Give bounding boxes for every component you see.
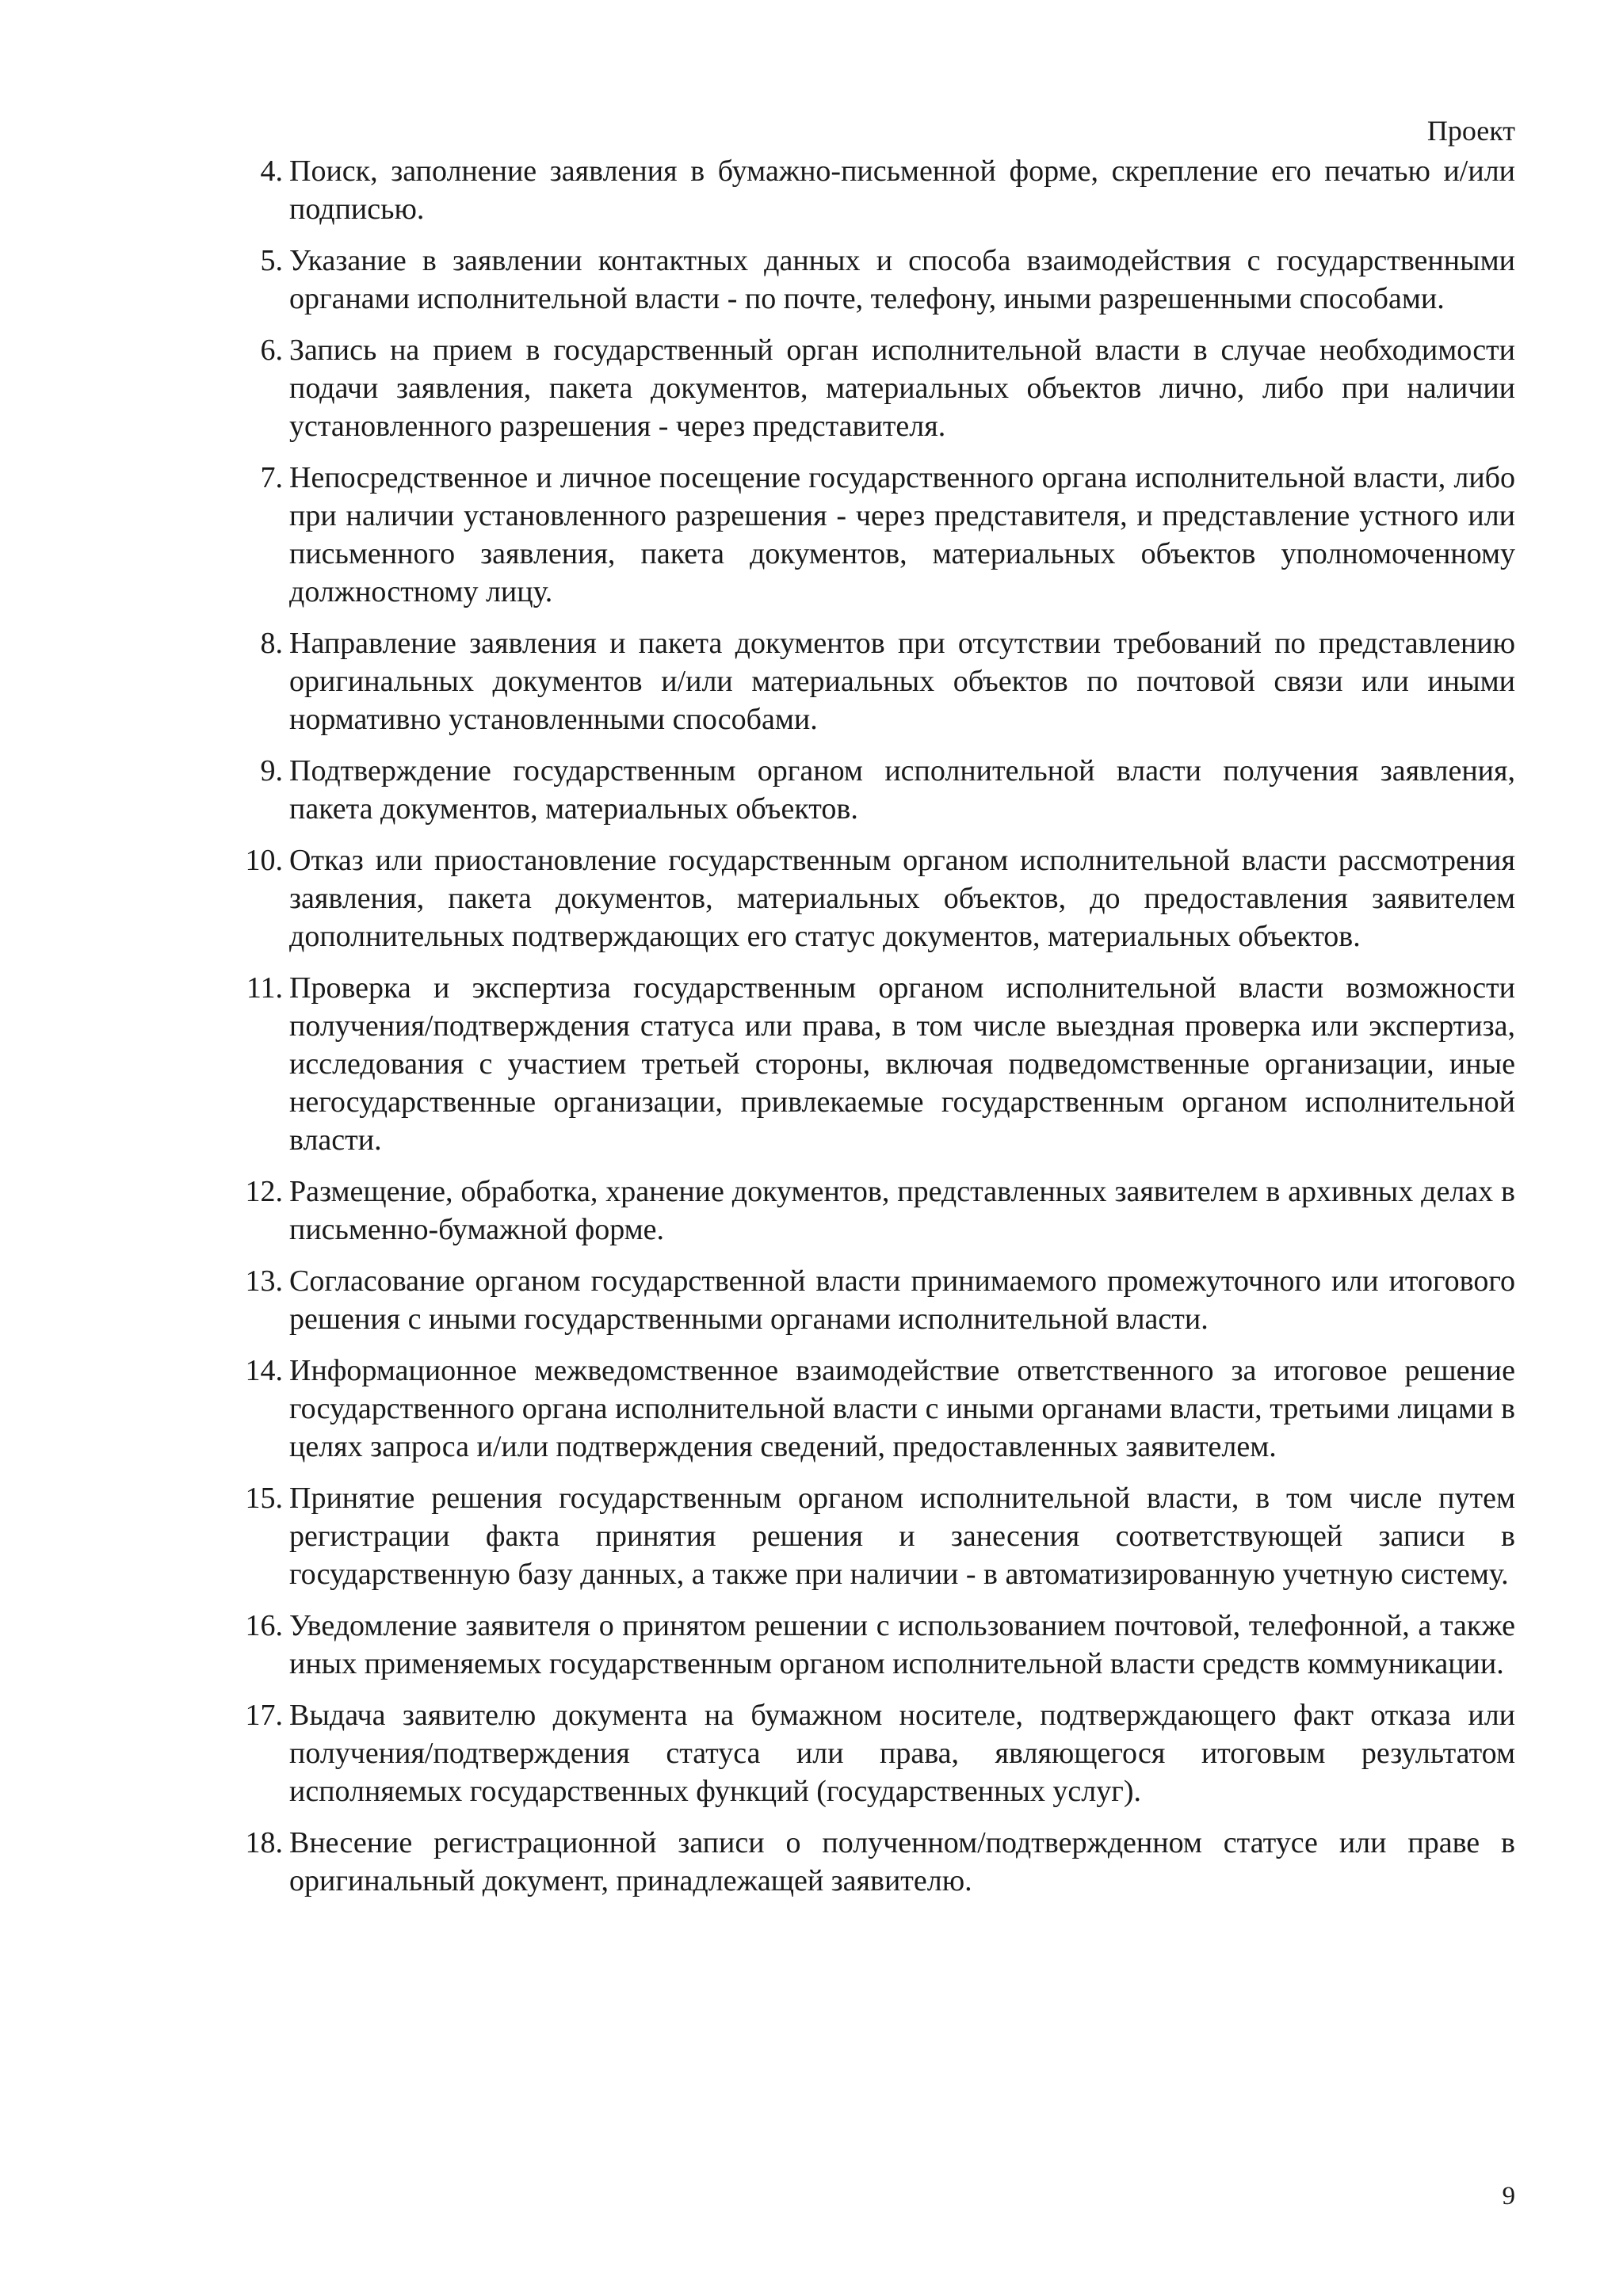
list-item bbox=[226, 1352, 1515, 1466]
list-item bbox=[226, 1824, 1515, 1900]
list-item bbox=[226, 1696, 1515, 1810]
item-text: Поиск, заполнение заявления в бумажно-письменной форме, скрепление его печатью и/или подписью. bbox=[289, 154, 1515, 226]
list-item bbox=[226, 624, 1515, 738]
list-item bbox=[226, 331, 1515, 445]
item-number: 7. bbox=[260, 461, 283, 494]
list-item bbox=[226, 1173, 1515, 1249]
list-item bbox=[226, 1262, 1515, 1338]
item-text: Информационное межведомственное взаимодействие ответственного за итоговое решение государственного органа исполнительной власти с иными органами власти, третьими лицами в целях запроса и/или подтверждения сведений, предоставленных заявителем. bbox=[289, 1354, 1515, 1463]
list-item bbox=[226, 152, 1515, 228]
item-text: Выдача заявителю документа на бумажном носителе, подтверждающего факт отказа или получения/подтверждения статуса или права, являющегося итоговым результатом исполняемых государственных функций (государственных услуг). bbox=[289, 1699, 1515, 1808]
list-item bbox=[226, 1607, 1515, 1683]
item-text: Согласование органом государственной власти принимаемого промежуточного или итогового решения с иными государственными органами исполнительной власти. bbox=[289, 1264, 1515, 1336]
list-item bbox=[226, 242, 1515, 318]
item-text: Непосредственное и личное посещение государственного органа исполнительной власти, либо при наличии установленного разрешения - через представителя, и представление устного или письменного заявления, пакета документов, материальных объектов уполномоченному должностному лицу. bbox=[289, 461, 1515, 608]
list-item bbox=[226, 459, 1515, 611]
list-item bbox=[226, 969, 1515, 1159]
item-number: 12. bbox=[245, 1175, 283, 1208]
item-text: Внесение регистрационной записи о полученном/подтвержденном статусе или праве в оригинальный документ, принадлежащей заявителю. bbox=[289, 1826, 1515, 1897]
item-number: 15. bbox=[245, 1482, 283, 1515]
item-number: 11. bbox=[246, 971, 283, 1005]
item-number: 5. bbox=[260, 244, 283, 277]
list-item bbox=[226, 752, 1515, 828]
page-number: 9 bbox=[1502, 2182, 1515, 2210]
item-number: 4. bbox=[260, 154, 283, 188]
item-number: 6. bbox=[260, 334, 283, 367]
item-number: 8. bbox=[260, 627, 283, 660]
list-item bbox=[226, 841, 1515, 955]
item-text: Размещение, обработка, хранение документов, представленных заявителем в архивных делах в письменно-бумажной форме. bbox=[289, 1175, 1515, 1246]
item-number: 14. bbox=[245, 1354, 283, 1387]
item-text: Проверка и экспертиза государственным органом исполнительной власти возможности получения/подтверждения статуса или права, в том числе выездная проверка или экспертиза, исследования с участием третьей стороны, включая подведомственные организации, иные негосударственные организации, привлекаемые государственным органом исполнительной власти. bbox=[289, 971, 1515, 1157]
item-number: 17. bbox=[245, 1699, 283, 1732]
item-text: Уведомление заявителя о принятом решении с использованием почтовой, телефонной, а также иных применяемых государственным органом исполнительной власти средств коммуникации. bbox=[289, 1609, 1515, 1680]
item-number: 9. bbox=[260, 754, 283, 788]
item-text: Принятие решения государственным органом исполнительной власти, в том числе путем регистрации факта принятия решения и занесения соответствующей записи в государственную базу данных, а также при наличии - в автоматизированную учетную систему. bbox=[289, 1482, 1515, 1591]
item-text: Подтверждение государственным органом исполнительной власти получения заявления, пакета документов, материальных объектов. bbox=[289, 754, 1515, 826]
item-number: 16. bbox=[245, 1609, 283, 1642]
document-status-label: Проект bbox=[1426, 115, 1515, 147]
item-number: 10. bbox=[245, 844, 283, 877]
item-text: Запись на прием в государственный орган исполнительной власти в случае необходимости подачи заявления, пакета документов, материальных объектов лично, либо при наличии установленного разрешения - через представителя. bbox=[289, 334, 1515, 443]
list-item bbox=[226, 1479, 1515, 1593]
item-number: 18. bbox=[245, 1826, 283, 1859]
item-text: Направление заявления и пакета документов при отсутствии требований по представлению оригинальных документов и/или материальных объектов по почтовой связи или иными нормативно установленными способами. bbox=[289, 627, 1515, 736]
item-number: 13. bbox=[245, 1264, 283, 1298]
item-text: Отказ или приостановление государственным органом исполнительной власти рассмотрения заявления, пакета документов, материальных объектов, до предоставления заявителем дополнительных подтверждающих его статус документов, материальных объектов. bbox=[289, 844, 1515, 953]
item-text: Указание в заявлении контактных данных и способа взаимодействия с государственными органами исполнительной власти - по почте, телефону, иными разрешенными способами. bbox=[289, 244, 1515, 315]
procedure-step-list bbox=[226, 152, 1515, 1913]
